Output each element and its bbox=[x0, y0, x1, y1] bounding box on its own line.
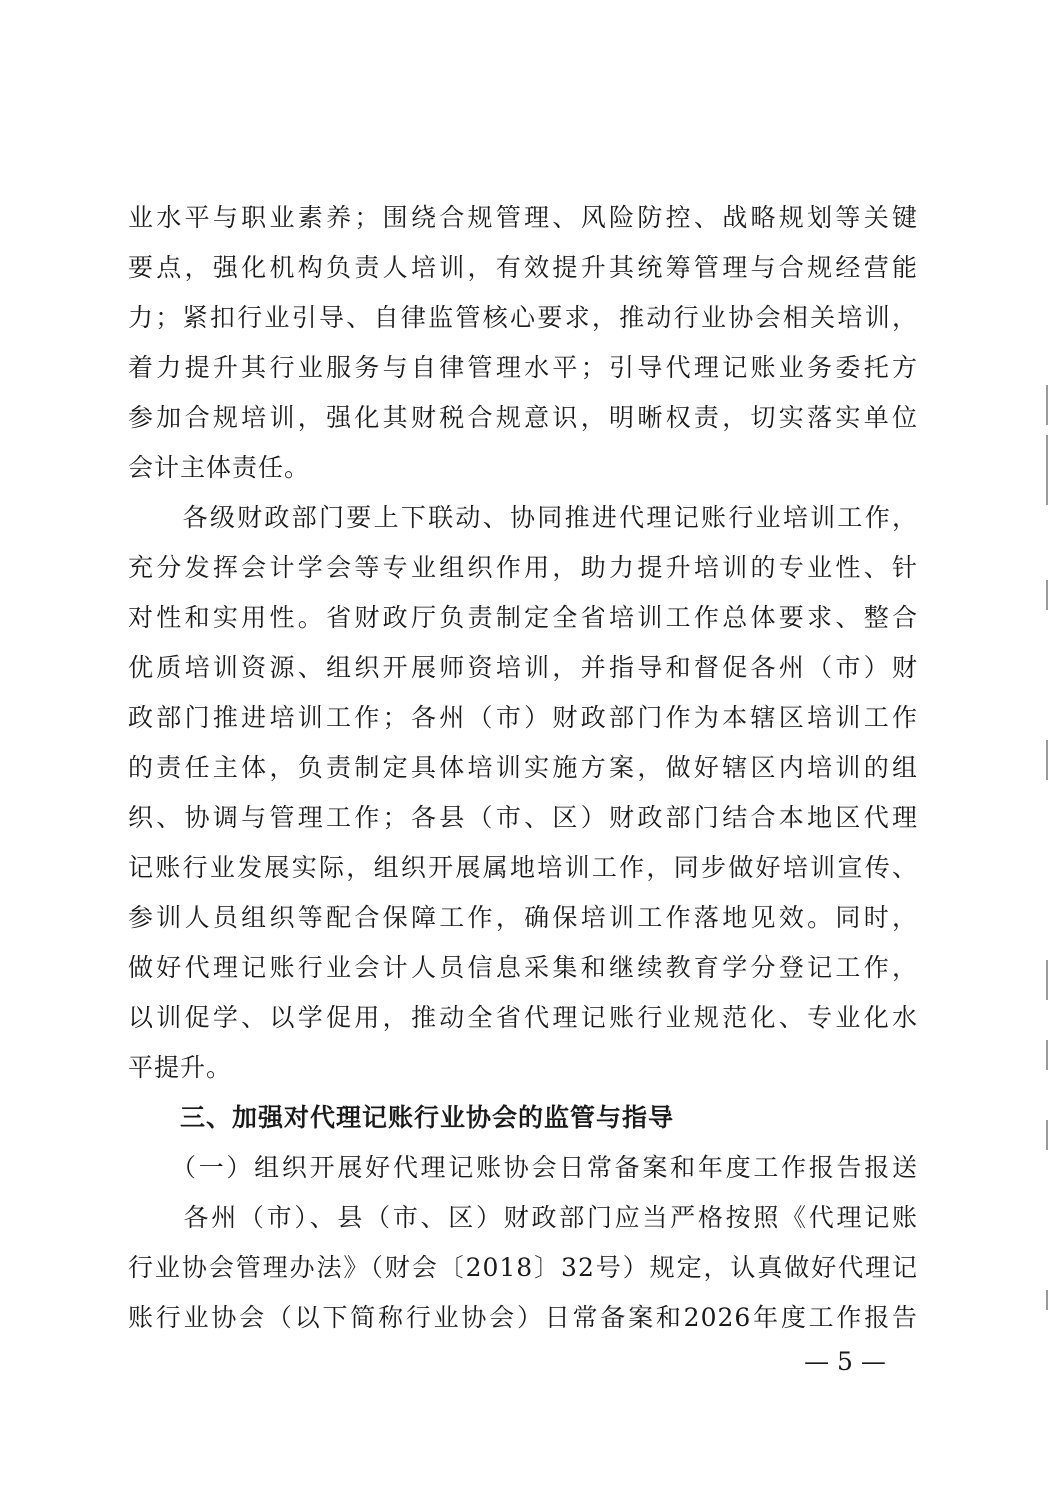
text-line: 会计主体责任。 bbox=[128, 453, 311, 482]
text-line: 记账行业发展实际，组织开展属地培训工作，同步做好培训宣传、 bbox=[128, 853, 918, 882]
paragraph-start-line: 各级财政部门要上下联动、协同推进代理记账行业培训工作， bbox=[128, 503, 918, 532]
text-line: 行业协会管理办法》（财会〔2018〕32号）规定，认真做好代理记 bbox=[128, 1253, 918, 1282]
text-line: 要点，强化机构负责人培训，有效提升其统筹管理与合规经营能 bbox=[128, 253, 918, 282]
text-line: 以训促学、以学促用，推动全省代理记账行业规范化、专业化水 bbox=[128, 1003, 918, 1032]
scan-edge-mark bbox=[1046, 435, 1048, 505]
text-line: 织、协调与管理工作；各县（市、区）财政部门结合本地区代理 bbox=[128, 803, 918, 832]
scan-edge-mark bbox=[1046, 385, 1048, 425]
text-line: 做好代理记账行业会计人员信息采集和继续教育学分登记工作， bbox=[128, 953, 918, 982]
text-line: 充分发挥会计学会等专业组织作用，助力提升培训的专业性、针 bbox=[128, 553, 918, 582]
text-line: 参加合规培训，强化其财税合规意识，明晰权责，切实落实单位 bbox=[128, 403, 918, 432]
text-line: 对性和实用性。省财政厅负责制定全省培训工作总体要求、整合 bbox=[128, 603, 918, 632]
scan-edge-mark bbox=[1046, 1040, 1048, 1070]
scan-edge-mark bbox=[1046, 1120, 1048, 1150]
text-line: 参训人员组织等配合保障工作，确保培训工作落地见效。同时， bbox=[128, 903, 918, 932]
text-line: 优质培训资源、组织开展师资培训，并指导和督促各州（市）财 bbox=[128, 653, 918, 682]
scan-edge-mark bbox=[1046, 1290, 1048, 1310]
paragraph-start-line: 各州（市）、县（市、区）财政部门应当严格按照《代理记账 bbox=[128, 1203, 918, 1232]
page-number: — 5 — bbox=[804, 1347, 886, 1376]
text-line: 力；紧扣行业引导、自律监管核心要求，推动行业协会相关培训， bbox=[128, 303, 918, 332]
text-line: 业水平与职业素养；围绕合规管理、风险防控、战略规划等关键 bbox=[128, 203, 918, 232]
scan-edge-mark bbox=[1046, 960, 1048, 1000]
text-line: 着力提升其行业服务与自律管理水平；引导代理记账业务委托方 bbox=[128, 353, 918, 382]
section-heading: 三、加强对代理记账行业协会的监管与指导 bbox=[128, 1103, 675, 1132]
text-line: 平提升。 bbox=[128, 1053, 233, 1082]
scan-edge-mark bbox=[1046, 580, 1048, 610]
text-line: 的责任主体，负责制定具体培训实施方案，做好辖区内培训的组 bbox=[128, 753, 918, 782]
text-line: 政部门推进培训工作；各州（市）财政部门作为本辖区培训工作 bbox=[128, 703, 918, 732]
scan-edge-mark bbox=[1046, 740, 1048, 780]
subsection-heading: （一）组织开展好代理记账协会日常备案和年度工作报告报送 bbox=[128, 1153, 918, 1182]
text-line: 账行业协会（以下简称行业协会）日常备案和2026年度工作报告 bbox=[128, 1303, 918, 1332]
